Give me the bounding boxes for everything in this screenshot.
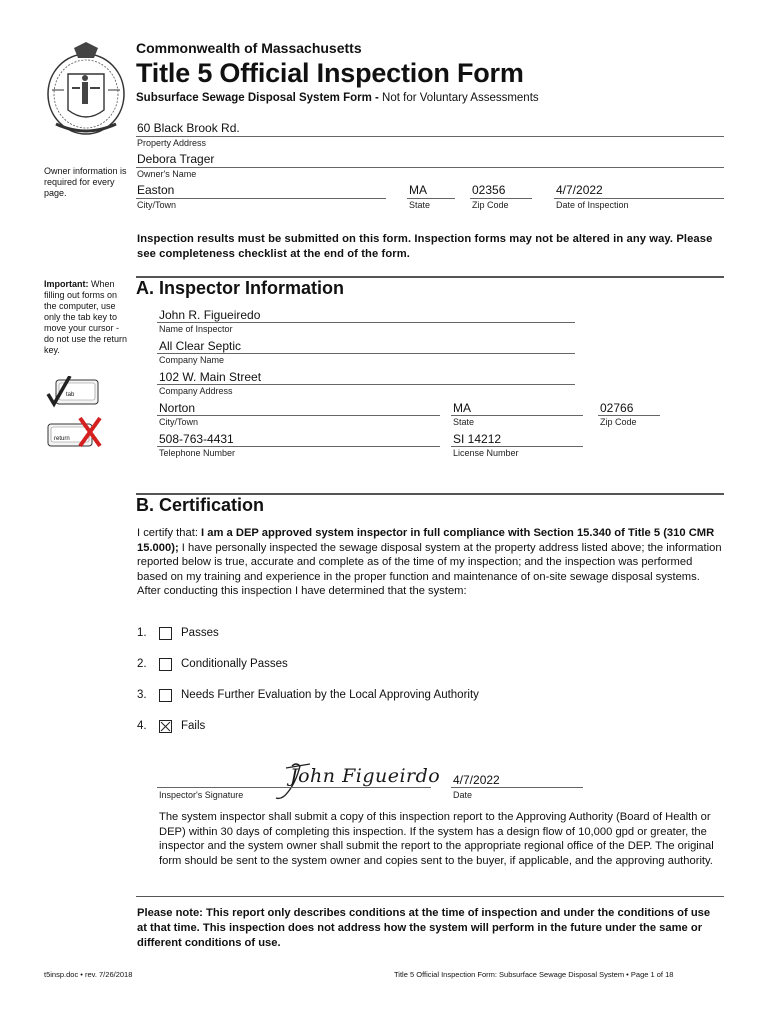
divider [136,136,724,137]
option-number: 4. [137,720,147,732]
divider [451,446,583,447]
inspector-name-field[interactable]: John R. Figueiredo [159,308,261,322]
inspector-zip-field[interactable]: 02766 [600,401,634,415]
footer-left: t5insp.doc • rev. 7/26/2018 [44,970,133,979]
agency-name: Commonwealth of Massachusetts [136,40,362,56]
submission-instructions: The system inspector shall submit a copy of this inspection report to the Approving Authority (Board of Health or DEP) within 30 days of completing this inspection. If the system has a design flow of 10,000 gpd or greater, the inspector and the system owner shall submit the report to the appropriate regional office of the DEP. The original form should be sent to the system owner and copies sent to the buyer, if applicable, and the approving authority. [159,811,714,867]
inspector-city-label: City/Town [159,417,199,427]
license-number-field[interactable]: SI 14212 [453,432,502,446]
option-label: Needs Further Evaluation by the Local Approving Authority [181,689,479,701]
inspector-name-label: Name of Inspector [159,324,233,334]
option-number: 3. [137,689,147,701]
divider [136,167,724,168]
telephone-label: Telephone Number [159,448,236,458]
telephone-field[interactable]: 508-763-4431 [159,432,234,446]
divider [554,198,724,199]
option-number: 1. [137,627,147,639]
section-a-heading: A. Inspector Information [136,278,345,298]
page-title: Title 5 Official Inspection Form [136,58,524,88]
section-b-heading: B. Certification [136,495,265,515]
divider [157,384,575,385]
conditionally-passes-checkbox[interactable] [159,658,172,671]
property-zip-label: Zip Code [472,200,509,210]
needs-evaluation-checkbox[interactable] [159,689,172,702]
divider [157,322,575,323]
company-address-field[interactable]: 102 W. Main Street [159,370,262,384]
property-address-label: Property Address [137,138,207,148]
inspector-city-field[interactable]: Norton [159,401,196,415]
divider [470,198,532,199]
signature-date-label: Date [453,790,473,800]
passes-checkbox[interactable] [159,627,172,640]
company-name-label: Company Name [159,355,225,365]
property-zip-field[interactable]: 02356 [472,183,506,197]
submission-notice: Inspection results must be submitted on this form. Inspection forms may not be altered in any way. Please see completeness checklist at the end of the form. [137,233,713,260]
signature-label: Inspector's Signature [159,790,244,800]
property-state-label: State [409,200,431,210]
massachusetts-seal-icon [44,38,128,138]
fails-checkbox[interactable] [159,720,172,733]
divider [451,787,583,788]
inspector-state-field[interactable]: MA [453,401,471,415]
divider [157,787,431,788]
divider [157,415,440,416]
property-city-field[interactable]: Easton [137,183,175,197]
signature-date-field[interactable]: 4/7/2022 [453,773,500,787]
signature-text: John Figueirdo [290,765,441,787]
page-subtitle: Subsurface Sewage Disposal System Form - Not for Voluntary Assessments [136,92,539,104]
property-state-field[interactable]: MA [409,183,427,197]
option-number: 2. [137,658,147,670]
property-address-field[interactable]: 60 Black Brook Rd. [137,121,240,135]
inspection-date-label: Date of Inspection [556,200,629,210]
option-label: Fails [181,720,206,732]
divider [451,415,583,416]
owner-info-note: Owner information is required for every page. [44,166,127,198]
important-note: Important: When filling out forms on the computer, use only the tab key to move your cursor - do not use the return key. [44,279,128,355]
return-key-label: return [54,436,70,442]
certification-statement: I certify that: I am a DEP approved system inspector in full compliance with Section 15.340 of Title 5 (310 CMR 15.000); I have personally inspected the sewage disposal system at the property address listed above; the information reported below is true, accurate and complete as of the time of my inspection; and the inspection was performed based on my training and experience in the proper function and maintenance of on-site sewage disposal systems. After conducting this inspection I have determined that the system: [137,527,722,597]
divider [407,198,455,199]
inspector-zip-label: Zip Code [600,417,637,427]
divider [598,415,660,416]
company-name-field[interactable]: All Clear Septic [159,339,242,353]
owner-name-field[interactable]: Debora Trager [137,152,215,166]
property-city-label: City/Town [137,200,177,210]
footer-right: Title 5 Official Inspection Form: Subsurface Sewage Disposal System • Page 1 of 18 [394,970,674,979]
x-check-icon [160,721,171,732]
please-note: Please note: This report only describes conditions at the time of inspection and under the conditions of use at that time. This inspection does not address how the system will perform in the future under the same or different conditions of use. [137,907,711,949]
divider [157,446,440,447]
company-address-label: Company Address [159,386,233,396]
tab-key-label: tab [66,392,75,398]
option-label: Passes [181,627,219,639]
license-number-label: License Number [453,448,519,458]
divider [157,353,575,354]
divider [136,198,386,199]
return-key-icon [46,416,106,450]
owner-name-label: Owner's Name [137,169,197,179]
option-label: Conditionally Passes [181,658,288,670]
please-note-rule [136,896,724,897]
inspection-date-field[interactable]: 4/7/2022 [556,183,603,197]
inspector-state-label: State [453,417,475,427]
